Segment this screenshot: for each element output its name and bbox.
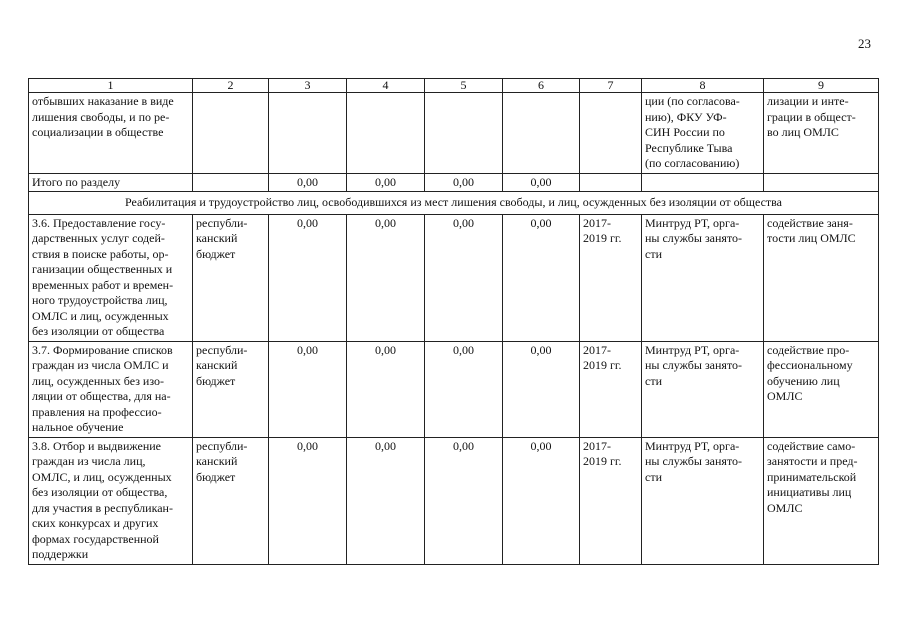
col-header-8: 8	[642, 79, 764, 93]
empty-cell	[503, 93, 580, 174]
empty-cell	[193, 173, 269, 192]
col-header-3: 3	[269, 79, 347, 93]
table-row	[29, 214, 879, 341]
measure-cell: 3.7. Формирование списков граждан из числа ОМЛС и лиц, осужденных без изо- ляции от общества, для на- правления на профессио- нальное обучение	[29, 341, 193, 437]
empty-cell	[347, 93, 425, 174]
activities-table	[28, 78, 879, 565]
value-cell-5: 0,00	[425, 437, 503, 564]
period-cell: 2017- 2019 гг.	[580, 214, 642, 341]
total-value-6: 0,00	[503, 173, 580, 192]
period-cell: 2017- 2019 гг.	[580, 437, 642, 564]
period-cell: 2017- 2019 гг.	[580, 341, 642, 437]
table-row	[29, 437, 879, 564]
funding-source-cell: республи- канский бюджет	[193, 341, 269, 437]
value-cell-3: 0,00	[269, 214, 347, 341]
value-cell-3: 0,00	[269, 437, 347, 564]
table-row	[29, 341, 879, 437]
value-cell-4: 0,00	[347, 341, 425, 437]
measure-cell: 3.6. Предоставление госу- дарственных услуг содей- ствия в поиске работы, ор- ганизации общественных и временных работ и времен- ного трудоустройства лиц, ОМЛС и лиц, осужденных без изоляции от общества	[29, 214, 193, 341]
value-cell-6: 0,00	[503, 341, 580, 437]
col-header-4: 4	[347, 79, 425, 93]
empty-cell	[580, 93, 642, 174]
col-header-5: 5	[425, 79, 503, 93]
measure-cell: 3.8. Отбор и выдвижение граждан из числа лиц, ОМЛС, и лиц, осужденных без изоляции от общества, для участия в республикан- ских конкурсах и других формах государственной поддержки	[29, 437, 193, 564]
col-header-7: 7	[580, 79, 642, 93]
executor-cell: Минтруд РТ, орга- ны службы занято- сти	[642, 341, 764, 437]
measure-cell: отбывших наказание в виде лишения свободы, и по ре- социализации в обществе	[29, 93, 193, 174]
executor-cell: Минтруд РТ, орга- ны службы занято- сти	[642, 437, 764, 564]
total-value-4: 0,00	[347, 173, 425, 192]
section-total-row	[29, 173, 879, 192]
value-cell-5: 0,00	[425, 214, 503, 341]
result-cell: содействие заня- тости лиц ОМЛС	[764, 214, 879, 341]
total-value-3: 0,00	[269, 173, 347, 192]
continuation-row	[29, 93, 879, 174]
empty-cell	[269, 93, 347, 174]
value-cell-6: 0,00	[503, 214, 580, 341]
value-cell-4: 0,00	[347, 437, 425, 564]
col-header-9: 9	[764, 79, 879, 93]
result-cell: содействие само- занятости и пред- принимательской инициативы лиц ОМЛС	[764, 437, 879, 564]
col-header-1: 1	[29, 79, 193, 93]
empty-cell	[642, 173, 764, 192]
funding-source-cell: республи- канский бюджет	[193, 214, 269, 341]
result-cell: содействие про- фессиональному обучению лиц ОМЛС	[764, 341, 879, 437]
value-cell-4: 0,00	[347, 214, 425, 341]
empty-cell	[764, 173, 879, 192]
value-cell-5: 0,00	[425, 341, 503, 437]
col-header-6: 6	[503, 79, 580, 93]
value-cell-6: 0,00	[503, 437, 580, 564]
executor-cell: Минтруд РТ, орга- ны службы занято- сти	[642, 214, 764, 341]
value-cell-3: 0,00	[269, 341, 347, 437]
page-number: 23	[858, 36, 871, 51]
empty-cell	[425, 93, 503, 174]
result-cell: лизации и инте- грации в общест- во лиц ОМЛС	[764, 93, 879, 174]
executor-cell: ции (по согласова- нию), ФКУ УФ- СИН России по Республике Тыва (по согласованию)	[642, 93, 764, 174]
total-value-5: 0,00	[425, 173, 503, 192]
total-label: Итого по разделу	[29, 173, 193, 192]
section-title-row	[29, 192, 879, 215]
col-header-2: 2	[193, 79, 269, 93]
column-number-row	[29, 79, 879, 93]
empty-cell	[193, 93, 269, 174]
empty-cell	[580, 173, 642, 192]
section-title: Реабилитация и трудоустройство лиц, освободившихся из мест лишения свободы, и лиц, осужденных без изоляции от общества	[29, 192, 879, 215]
funding-source-cell: республи- канский бюджет	[193, 437, 269, 564]
